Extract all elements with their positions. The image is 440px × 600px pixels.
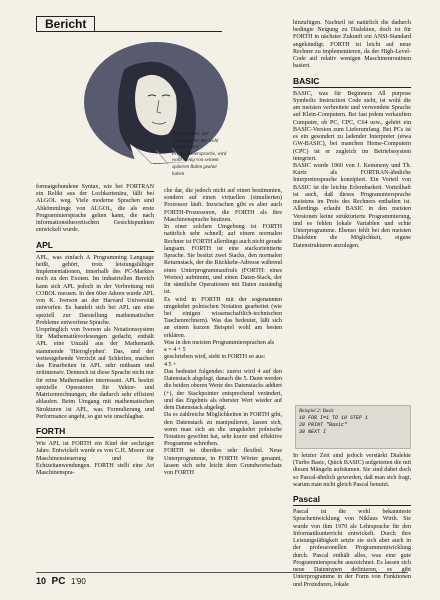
paragraph: Es wird in FORTH mit der sogenannten umgekehrt polnischen Notation gearbeitet (wie bei einigen wissenschaftlich-technischen Taschenrechnern). Was das bedeutet, läßt sich an einem kurzen Beispiel wohl am besten erklären. bbox=[164, 296, 282, 339]
paragraph: hinzufügen. Nachteil ist natürlich die dadurch bedingte Neigung zu Dialekten, doch ist für FORTH in nächster Zukunft ein ANSI-Standard angekündigt. FORTH ist leicht auf neue Rechner zu implementieren, da der High-Level-Code auf relativ wenigen Maschinenroutinen basiert. bbox=[293, 20, 411, 70]
issue-number: 1'90 bbox=[70, 577, 86, 586]
column-3 bbox=[293, 20, 411, 250]
heading-pascal: Pascal bbox=[293, 494, 411, 506]
paragraph: formatgebundene Syntax, wie bei FORTRAN ein Relikt aus der Lochkartenära, fällt bei ALGOL weg. Viele moderne Sprachen sind Abkömmlinge von ALGOL, die als erste Programmiersprache gelten kann, die nach informationstheoretischen Gesichtspunkten entwickelt wurde. bbox=[36, 184, 154, 234]
page-number: 10 bbox=[36, 576, 47, 586]
paragraph: Wie APL ist FORTH ein Kind der sechziger Jahre. Entwickelt wurde es von C.H. Moore zur Maschinensteuerung und für Echtzeitanwendungen. FORTH stellt eine Art Maschinenspra- bbox=[36, 441, 154, 476]
paragraph: In einer solchen Umgebung ist FORTH natürlich sehr schnell; auf einem normalen Rechner ist FORTH allerdings auch nicht gerade langsam. FORTH ist eine stackorientierte Sprache. Sie besitzt zwei Stacks, den normalen Returnstack, der die Rückkehr-Adresse während eines Unterprogrammaufrufs (FORTH: eines Wortes) aufnimmt, und einen Daten-Stack, der für sämtliche Operationen mit Daten zuständig ist. bbox=[164, 224, 282, 296]
footer-rule bbox=[36, 572, 408, 573]
section-kicker bbox=[36, 16, 222, 32]
column-1 bbox=[36, 184, 154, 477]
example-box bbox=[295, 405, 411, 449]
code-line: 30 NEXT I bbox=[299, 429, 327, 436]
paragraph: Das bedeutet folgendes: zuerst wird 4 auf den Datenstack abgelegt, danach die 5. Dann werden die beiden oberen Werte des Datenstacks addiert (+), der Stackpointer entsprechend verändert, und das Ergebnis als oberster Wert wieder auf dem Datenstack abgelegt. bbox=[164, 368, 282, 412]
paragraph: che dar, die jedoch nicht auf einen bestimmten, sondern auf einen virtuellen (simulierten) Prozessor läuft. Inzwischen gibt es aber auch FORTH-Prozessoren, die FORTH als ihre Maschinensprache besitzen. bbox=[164, 188, 282, 223]
heading-apl: APL bbox=[36, 240, 154, 252]
column-3-lower bbox=[293, 453, 411, 589]
section-kicker-label: Bericht bbox=[36, 16, 95, 31]
paragraph: APL, was einfach A Programming Language heißt, gehört, trotz leistungsfähiger Implementationen, innerhalb des PC-Marktes noch zu den Exoten. Im industriellen Bereich kann sich APL jedoch in der Verbreitung mit COBOL messen. In den 60er Jahren wurde APL von K. Iverson an der Harvard Universität entworfen. Es handelt sich bei APL um eine speziell zur Darstellung mathematischer Probleme entworfene Sprache. bbox=[36, 254, 154, 326]
heading-forth: FORTH bbox=[36, 426, 154, 438]
paragraph: Da es zahlreiche Möglichkeiten in FORTH gibt, den Datenstack zu manipulieren, lassen sich, wenn man sich an die umgekehrt polnische Notation gewöhnt hat, sehr kurze und effektive Programme schreiben. bbox=[164, 412, 282, 448]
example-title: Beispiel 2: Basic bbox=[299, 408, 335, 414]
paragraph: Ursprünglich von Iverson als Notationssystem für Mathematikvorlesungen gedacht, enthält APL eine Unzahl aus der Mathematik stammende 'Hieroglyphen'. Das, und der weitestgehende Verzicht auf Schleifen, machen das Einarbeiten in APL sehr mühsam und zeitintensiv. Dennoch ist diese Sprache nicht nur für reine Mathematiker interessant. APL besitzt spezielle Operatoren für Vektor- und Matrizenrechnungen, die dadurch sehr effizient ablaufen. Beim Umgang mit mathematischen Strukturen ist APL, was Formulierung und Performance angeht, so gut wie unschlagbar. bbox=[36, 326, 154, 420]
portrait-caption: Blaise Pascal, der Namensgeber der wohl bekanntesten Programmiersprache, wird wohl wenig von seinem späteren Ruhm geahnt haben bbox=[172, 132, 227, 177]
paragraph: BASIC wurde 1960 von J. Kemmeny und Th. Kurtz als FORTRAN-ähnliche Interpretersprache konzipiert. Ein Vorteil von BASIC ist die leichte Erlernbarkeit. Vorteilhaft ist auch, daß dieses Programmiersprache meistens im Preis des Rechners enthalten ist. Allerdings erlaubt BASIC in den meisten Versionen keine strukturierte Programmierung, und es fehlen lokale Variablen und echte Unterprogramme. Ebenso fehlt bei den meisten Dialekten die Möglichkeit, eigene Datenstrukturen anzulegen. bbox=[293, 162, 411, 249]
code-line: 10 FOR I=1 TO 10 STEP 1 bbox=[299, 415, 369, 422]
paragraph: Pascal ist die wohl bekannteste Sprachentwicklung von Niklaus Wirth. Sie wurde von ihm 1970 als Lehrsprache für den Informatikunterricht entwickelt. Durch ihre Leistungsfähigkeit setzte sie sich aber auch in der professionellen Programmentwicklung durch. Pascal enthält alles, was eine gute Programmiersprache auszeichnet. Es lassen sich neue Datentypen definieren, es gibt Unterprogramme in der Form von Funktionen und Prozeduren, lokale bbox=[293, 509, 411, 588]
page-footer bbox=[36, 576, 86, 587]
column-2 bbox=[164, 188, 282, 477]
code-line: 20 PRINT "Basic" bbox=[299, 422, 348, 429]
paragraph: BASIC, was für Beginners All purpose Symbolic Instruction Code steht, ist wohl die am meisten verbreitete und verwendete Sprache auf Klein-Computern. Bei fast jedem verkauften Computer, ob PC, CPC, C64 usw., gehört ein BASIC-Version zum Lieferumfang. Bei PCs ist es ein gesondert zu ladender Interpreter (etwa GW-BASIC), bei manchen Home-Computern (CPC) ist er zugleich im Betriebssystem integriert. bbox=[293, 90, 411, 162]
magazine-logo: PC bbox=[51, 576, 66, 587]
paragraph: Was in den meisten Programmiersprachen als bbox=[164, 339, 275, 346]
formula: a = 4 + 5 bbox=[164, 347, 186, 354]
heading-basic: BASIC bbox=[293, 76, 411, 88]
paragraph: geschrieben wird, sieht in FORTH so aus: bbox=[164, 354, 266, 361]
paragraph: In letzter Zeit sind jedoch verstärkt Dialekte (Turbo Basic, Quick BASIC) aufgetreten die mit diesen Mängeln aufräumen. Sie sind dabei doch so Pascal-ähnlich geworden, daß man sich fragt, warum man nicht gleich Pascal benutzt. bbox=[293, 453, 411, 488]
paragraph: FORTH ist überdies sehr flexibel. Neue Unterprogramme, in FORTH Wörter genannt, lassen sich sehr leicht dem Grundwortschatz von FORTH bbox=[164, 448, 282, 477]
formula: 4 5 + bbox=[164, 361, 177, 368]
